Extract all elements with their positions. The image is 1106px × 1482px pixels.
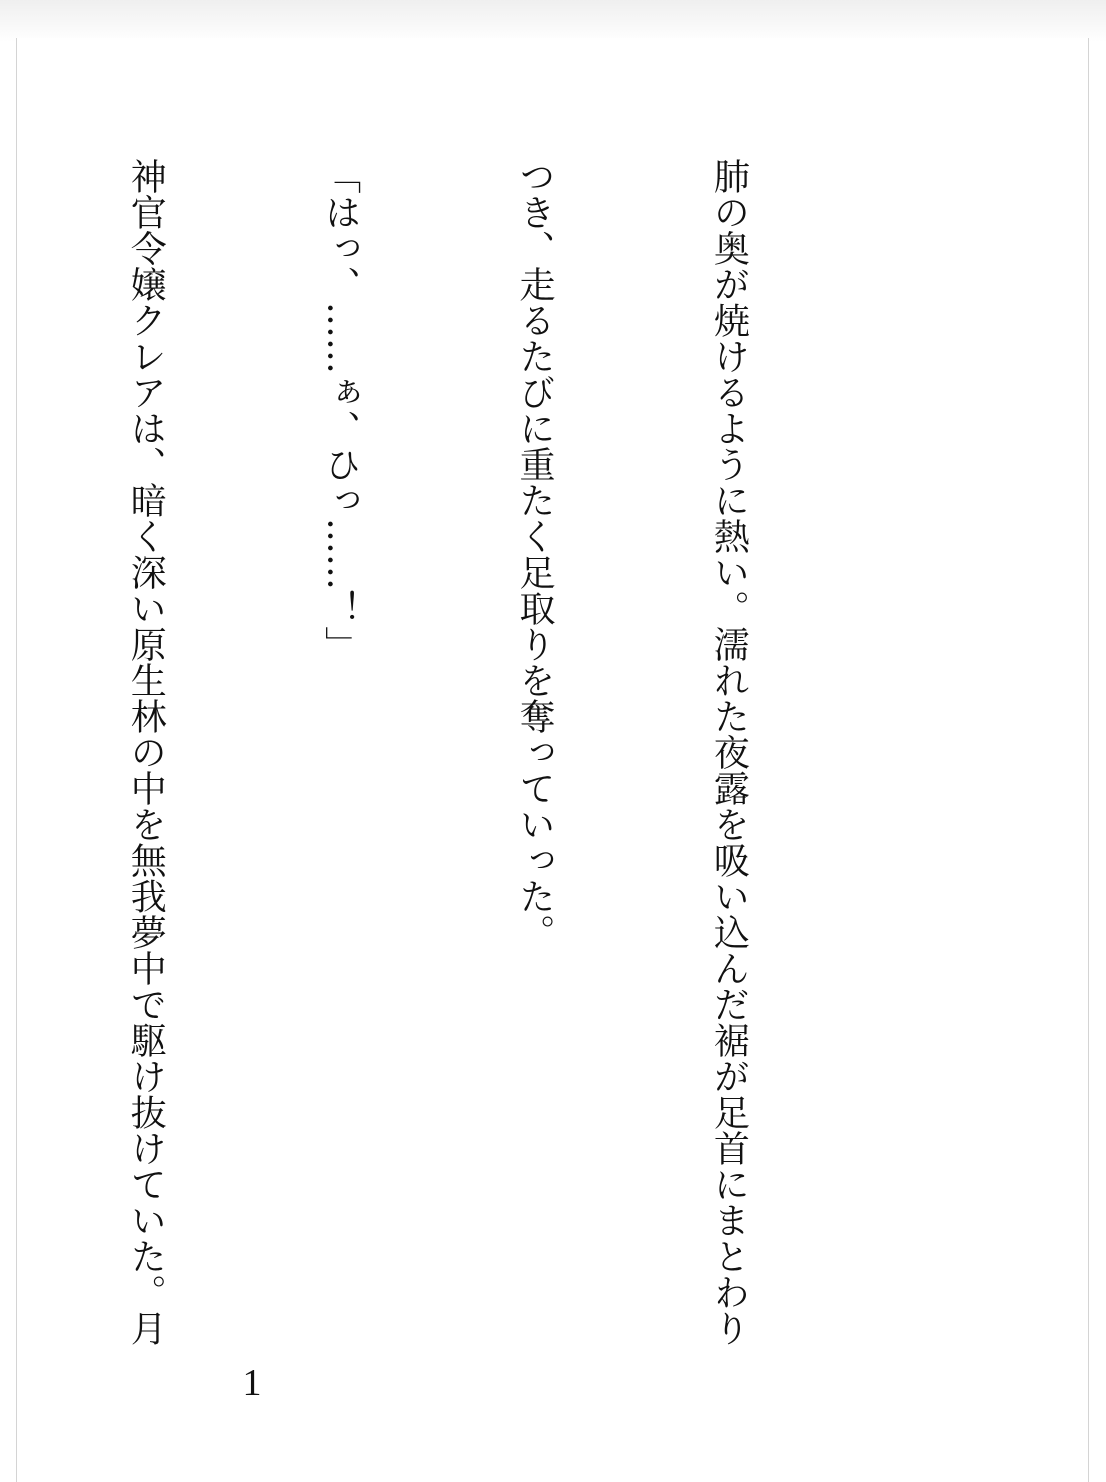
text-line: 肺の奥が焼けるように熱い。濡れた夜露を吸い込んだ裾が足首にまとわり bbox=[708, 158, 750, 1346]
text-line: 神官令嬢クレアは、暗く深い原生林の中を無我夢中で駆け抜けていた。月 bbox=[125, 158, 167, 1346]
page-right-edge bbox=[1088, 38, 1089, 1482]
page-number: 1 bbox=[242, 1362, 262, 1404]
text-line: つき、走るたびに重たく足取りを奪っていった。 bbox=[514, 158, 556, 950]
text-line: 「はっ、……ぁ、ひっ……！」 bbox=[319, 158, 361, 662]
top-shadow bbox=[0, 0, 1106, 42]
book-page bbox=[17, 38, 1088, 1482]
body-text bbox=[0, 158, 890, 1398]
